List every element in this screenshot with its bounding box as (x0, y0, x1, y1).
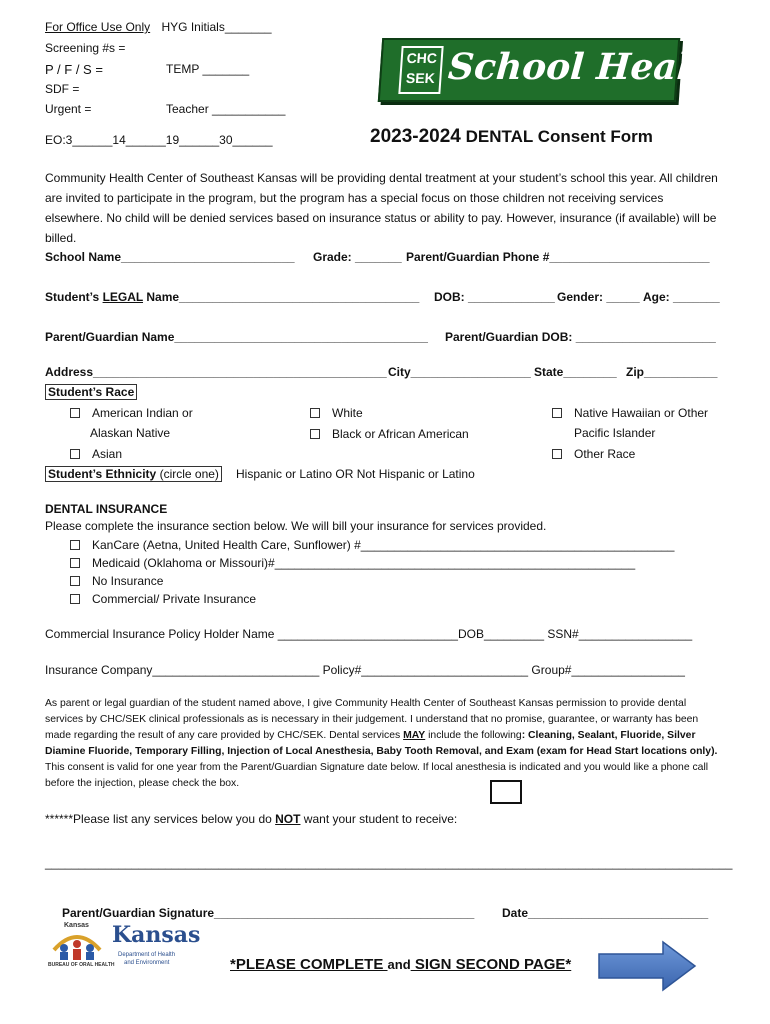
checkbox-icon[interactable] (70, 449, 80, 459)
office-use-line (45, 20, 272, 34)
checkbox-icon[interactable] (552, 449, 562, 459)
school-health-wordmark: School Health (446, 46, 735, 88)
temp-field[interactable]: TEMP _______ (166, 62, 250, 76)
insurance-intro: Please complete the insurance section below. We will bill your insurance for services provided. (45, 519, 547, 533)
guardian-name-field[interactable]: Parent/Guardian Name______________________________________ (45, 330, 428, 344)
eo-field[interactable]: EO:3______14______19______30______ (45, 133, 273, 147)
student-name-field[interactable]: Student’s LEGAL Name____________________________________ (45, 290, 420, 304)
kdhe-logo: Kansas Department of Health and Environment (112, 922, 201, 966)
next-page-arrow-icon (597, 940, 697, 997)
checkbox-icon[interactable] (310, 408, 320, 418)
bureau-oral-health-logo: Kansas BUREAU OF ORAL HEALTH (48, 922, 115, 968)
checkbox-icon[interactable] (70, 408, 80, 418)
gender-field[interactable]: Gender: _____ (557, 290, 640, 304)
school-name-field[interactable]: School Name__________________________ (45, 250, 295, 264)
checkbox-icon[interactable] (310, 429, 320, 439)
dental-insurance-heading: DENTAL INSURANCE (45, 502, 168, 516)
race-option-other[interactable]: Other Race (552, 447, 635, 461)
guardian-phone-field[interactable]: Parent/Guardian Phone #________________________ (406, 250, 710, 264)
insurance-medicaid[interactable]: Medicaid (Oklahoma or Missouri)#______________________________________________________ (70, 556, 635, 570)
insurance-commercial[interactable]: Commercial/ Private Insurance (70, 592, 256, 606)
chc-sek-mark: CHC SEK (398, 46, 443, 94)
guardian-dob-field[interactable]: Parent/Guardian DOB: _____________________ (445, 330, 716, 344)
race-option-black[interactable]: Black or African American (310, 427, 469, 441)
pfs-field[interactable]: P / F / S = (45, 62, 103, 77)
sdf-field[interactable]: SDF = (45, 82, 80, 96)
policy-holder-field[interactable]: Commercial Insurance Policy Holder Name ___________________________DOB_________ SSN#_________________ (45, 627, 693, 641)
state-field[interactable]: State________ (534, 365, 617, 379)
race-option-american-indian[interactable]: American Indian or (70, 406, 193, 420)
grade-field[interactable]: Grade: _______ (313, 250, 402, 264)
checkbox-icon[interactable] (70, 594, 80, 604)
race-option-hawaiian-cont: Pacific Islander (574, 426, 656, 440)
insurance-company-field[interactable]: Insurance Company_________________________ Policy#_________________________ Group#_________________ (45, 663, 685, 677)
guardian-signature-field[interactable]: Parent/Guardian Signature_______________________________________ (62, 906, 475, 920)
insurance-kancare[interactable]: KanCare (Aetna, United Health Care, Sunflower) #_______________________________________________ (70, 538, 674, 552)
hyg-initials-field[interactable]: HYG Initials_______ (161, 20, 272, 34)
city-field[interactable]: City__________________ (388, 365, 531, 379)
checkbox-icon[interactable] (70, 540, 80, 550)
address-field[interactable]: Address____________________________________________ (45, 365, 387, 379)
ethnicity-label: Student’s Ethnicity (circle one) (45, 466, 222, 482)
age-field[interactable]: Age: _______ (643, 290, 720, 304)
anesthesia-call-checkbox[interactable] (490, 780, 522, 804)
race-option-american-indian-cont: Alaskan Native (90, 426, 171, 440)
urgent-field[interactable]: Urgent = (45, 102, 92, 116)
teacher-field[interactable]: Teacher ___________ (166, 102, 286, 116)
services-exclusion-label: ******Please list any services below you do NOT want your student to receive: (45, 812, 458, 826)
race-option-white[interactable]: White (310, 406, 363, 420)
race-option-asian[interactable]: Asian (70, 447, 122, 461)
insurance-none[interactable]: No Insurance (70, 574, 163, 588)
chc-sek-school-health-logo (378, 38, 735, 102)
checkbox-icon[interactable] (552, 408, 562, 418)
screening-field[interactable]: Screening #s = (45, 41, 126, 55)
intro-paragraph: Community Health Center of Southeast Kansas will be providing dental treatment at your student’s school this year. All children are invited to participate in the program, but the program has a special focus on those children not receiving services elsewhere. No child will be denied services based on insurance status or ability to pay. However, insurance (if available) will be billed. (45, 171, 718, 245)
checkbox-icon[interactable] (70, 576, 80, 586)
race-label: Student’s Race (45, 384, 137, 400)
zip-field[interactable]: Zip___________ (626, 365, 718, 379)
checkbox-icon[interactable] (70, 558, 80, 568)
race-option-hawaiian[interactable]: Native Hawaiian or Other (552, 406, 708, 420)
consent-paragraph: As parent or legal guardian of the student named above, I give Community Health Center of Southeast Kansas permission to provide dental services by CHC/SEK clinical professionals as is necessary in their judgement. I understand that no promise, guarantee, or warranty has been made regarding the result of any care provided by CHC/SEK. Dental services MAY include the following: Cleaning, Sealant, Fluoride, Silver Diamine Fluoride, Temporary Filling, Injection of Local Anesthesia, Baby Tooth Removal, and Exam (exam for Head Start locations only). This consent is valid for one year from the Parent/Guardian Signature date below. If local anesthesia is indicated and you would like a phone call before the injection, please check the box. (45, 698, 718, 789)
office-use-label: For Office Use Only (45, 20, 151, 34)
services-exclusion-line[interactable]: _______________________________________________________________________________________________________ (45, 856, 733, 870)
complete-second-page-notice: *PLEASE COMPLETE and SIGN SECOND PAGE* (230, 956, 572, 973)
form-title: 2023-2024 DENTAL Consent Form (370, 126, 653, 147)
ethnicity-choices[interactable]: Hispanic or Latino OR Not Hispanic or Latino (236, 467, 475, 481)
dob-field[interactable]: DOB: _____________ (434, 290, 555, 304)
signature-date-field[interactable]: Date___________________________ (502, 906, 709, 920)
